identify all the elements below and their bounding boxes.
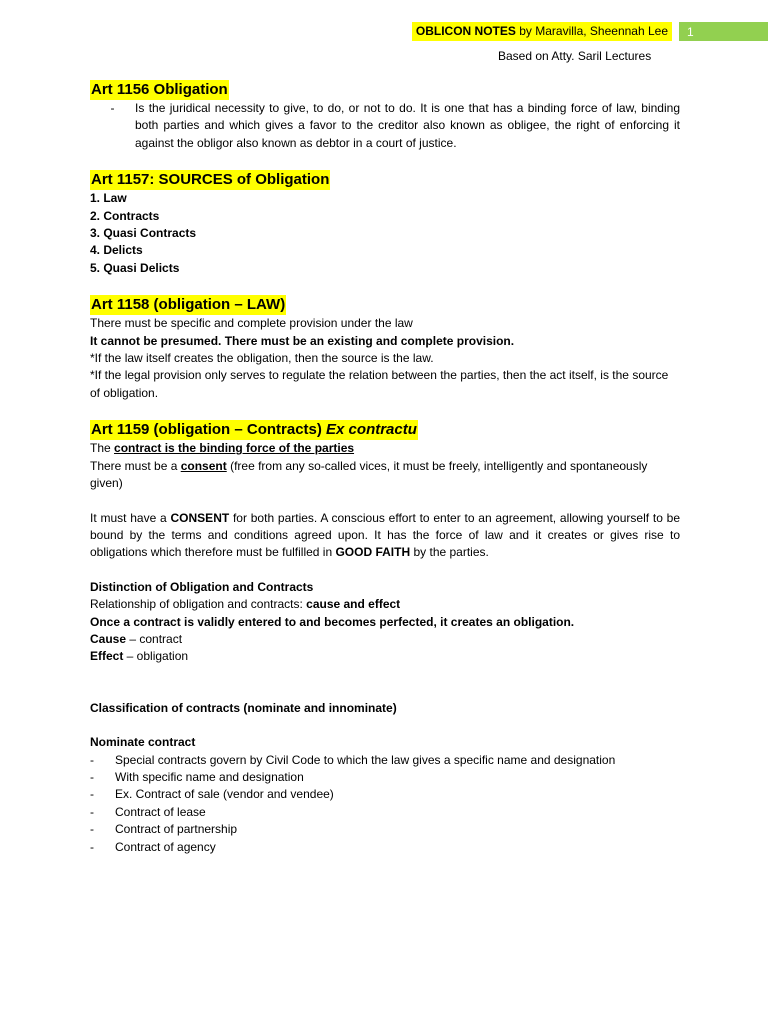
header-title-author: by Maravilla, Sheennah Lee: [515, 24, 668, 38]
art1158-line: *If the legal provision only serves to regulate the relation between the parties, then the act itself, is the source of obligation.: [90, 368, 669, 400]
nominate-item: Special contracts govern by Civil Code to which the law gives a specific name and designation: [115, 752, 616, 767]
list-item: [90, 804, 680, 821]
text-run: There must be a: [90, 458, 181, 473]
page-header: [412, 22, 768, 41]
header-title-bold: OBLICON NOTES: [415, 24, 516, 38]
dash-marker: -: [90, 769, 94, 784]
nominate-item: Ex. Contract of sale (vendor and vendee): [115, 787, 334, 802]
source-item: 4. Delicts: [90, 243, 143, 258]
effect-line: [90, 648, 680, 665]
text-run: for both parties. A conscious effort to enter to an agreement, allowing yourself to be bound by the terms and conditions agreed upon. It has the force of law and it creates or gives rise to obligations which therefore must be fulfilled in: [90, 510, 681, 560]
heading-art1159: [90, 420, 418, 440]
source-item: 2. Contracts: [90, 208, 160, 223]
classification-heading: Classification of contracts (nominate and innominate): [90, 700, 397, 715]
nominate-item: With specific name and designation: [115, 769, 304, 784]
perfected-line: Once a contract is validly entered to and becomes perfected, it creates an obligation.: [90, 614, 575, 629]
text-run: contract is the binding force of the parties: [114, 441, 355, 456]
dash-marker: -: [90, 839, 94, 854]
dash-marker: -: [90, 804, 94, 819]
section-art1156: [90, 80, 680, 152]
header-title: [412, 22, 672, 41]
cause-line: [90, 631, 680, 648]
dash-marker: -: [110, 101, 115, 115]
art1156-definition: Is the juridical necessity to give, to do, or not to do. It is one that has a binding force of law, binding both parties and which gives a favor to the creditor also known as obligee, the right of enforcing it against the obligor also known as debtor in a court of justice.: [135, 101, 680, 150]
art1158-line: *If the law itself creates the obligation, then the source is the law.: [90, 351, 434, 366]
art1159-line: [90, 440, 680, 457]
heading-art1157: Art 1157: SOURCES of Obligation: [91, 171, 330, 189]
nominate-item: Contract of partnership: [115, 822, 238, 837]
text-run: Relationship of obligation and contracts:: [90, 597, 307, 612]
text-run: by the parties.: [410, 545, 489, 560]
nominate-item: Contract of lease: [115, 804, 206, 819]
source-item: 1. Law: [90, 191, 127, 206]
art1158-line: There must be specific and complete provision under the law: [90, 316, 413, 331]
section-art1158: [90, 295, 680, 402]
source-item: 3. Quasi Contracts: [90, 226, 197, 241]
list-item: [90, 786, 680, 803]
dash-marker: -: [90, 752, 94, 767]
text-run: (free from any so-called vices, it must be freely, intelligently and spontaneously given): [90, 458, 648, 491]
art1158-line: It cannot be presumed. There must be an existing and complete provision.: [90, 333, 515, 348]
heading-art1159-text: Art 1159 (obligation – Contracts): [91, 421, 327, 439]
text-run: – obligation: [123, 649, 189, 664]
text-run: Effect: [90, 649, 124, 664]
text-run: It must have a: [90, 510, 171, 525]
document-body: [90, 80, 680, 856]
art1159-paragraph: [90, 510, 680, 562]
heading-art1158: Art 1158 (obligation – LAW): [91, 296, 286, 314]
text-run: GOOD FAITH: [335, 545, 411, 560]
text-run: cause and effect: [306, 597, 401, 612]
list-item: [90, 752, 680, 769]
page-subtitle: Based on Atty. Saril Lectures: [498, 49, 652, 63]
relationship-line: [90, 596, 680, 613]
page-number: 1: [678, 22, 768, 41]
dash-marker: -: [90, 787, 94, 802]
list-item: [90, 839, 680, 856]
text-run: – contract: [126, 631, 183, 646]
distinction-heading: Distinction of Obligation and Contracts: [90, 579, 314, 594]
text-run: The: [90, 441, 115, 456]
nominate-heading: Nominate contract: [90, 735, 196, 750]
heading-art1156: Art 1156 Obligation: [91, 81, 228, 98]
list-item: [90, 821, 680, 838]
text-run: Cause: [90, 631, 127, 646]
source-item: 5. Quasi Delicts: [90, 260, 180, 275]
dash-marker: -: [90, 822, 94, 837]
section-art1159: [90, 420, 680, 856]
section-art1157: [90, 170, 680, 277]
text-run: consent: [180, 458, 227, 473]
list-item: [90, 100, 680, 152]
text-run: CONSENT: [170, 510, 230, 525]
art1159-line: [90, 458, 680, 493]
heading-art1159-italic: Ex contractu: [326, 421, 417, 439]
list-item: [90, 769, 680, 786]
nominate-item: Contract of agency: [115, 839, 216, 854]
